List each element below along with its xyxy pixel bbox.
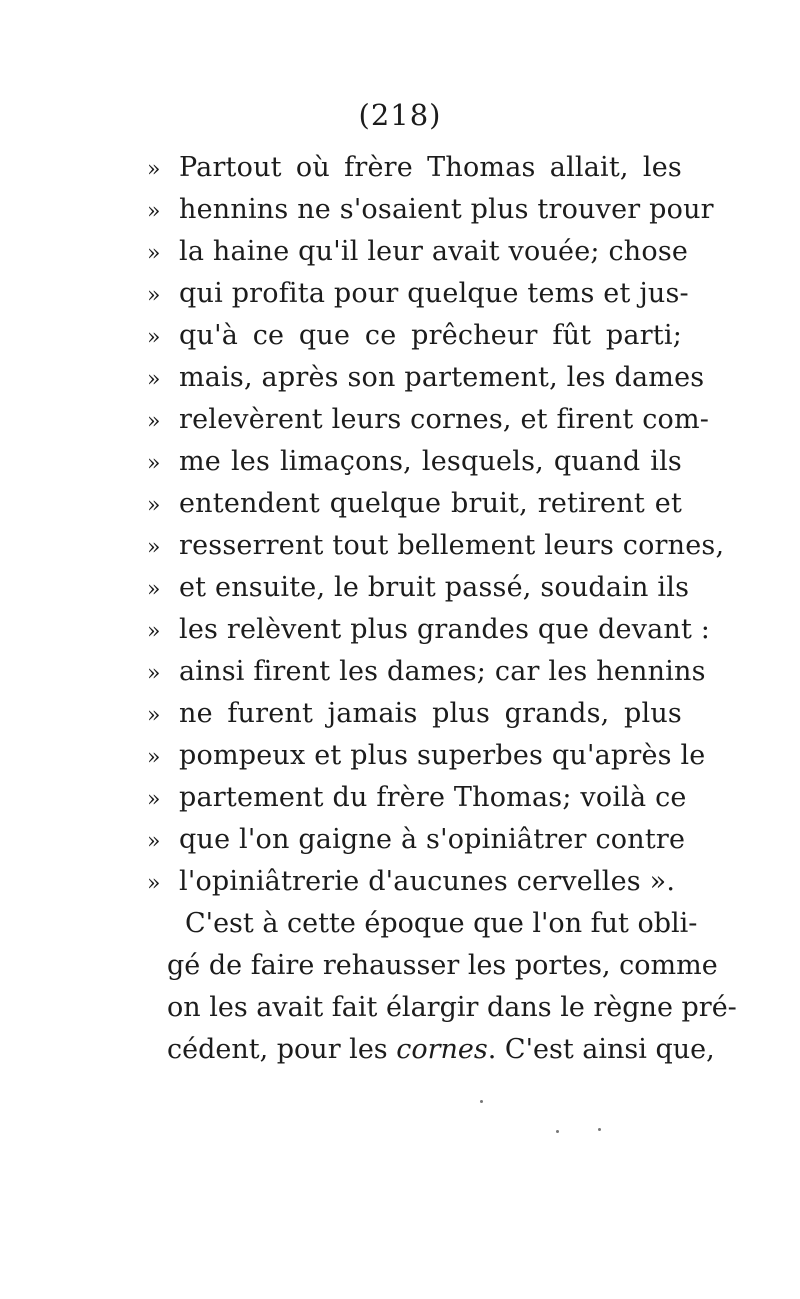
paper-speck xyxy=(556,1130,559,1133)
quoted-line xyxy=(147,362,705,404)
quoted-line xyxy=(147,656,706,698)
quote-mark: » xyxy=(147,703,161,728)
quoted-line-text: resserrent tout bellement leurs cornes, xyxy=(179,530,725,561)
quoted-line xyxy=(147,446,682,488)
paper-speck xyxy=(598,1128,601,1131)
quote-mark: » xyxy=(147,745,161,770)
quote-mark: » xyxy=(147,577,161,602)
quoted-line xyxy=(147,740,706,782)
quoted-line-text: Partout où frère Thomas allait, les xyxy=(179,152,682,183)
quoted-line xyxy=(147,488,682,530)
quoted-line xyxy=(147,698,682,740)
quoted-line-text: mais, après son partement, les dames xyxy=(179,362,705,393)
quoted-line xyxy=(147,866,682,908)
quoted-line-text: ainsi firent les dames; car les hennins xyxy=(179,656,706,687)
quoted-line xyxy=(147,320,682,362)
quoted-line-text: hennins ne s'osaient plus trouver pour xyxy=(179,194,714,225)
quoted-line xyxy=(147,278,689,320)
paragraph-line: gé de faire rehausser les portes, comme xyxy=(167,950,718,981)
quoted-line-text: la haine qu'il leur avait vouée; chose xyxy=(179,236,689,267)
quoted-line-text: relevèrent leurs cornes, et firent com- xyxy=(179,404,710,435)
quote-mark: » xyxy=(147,493,161,518)
quoted-line-text: ne furent jamais plus grands, plus xyxy=(179,698,682,729)
quoted-line xyxy=(147,152,682,194)
quoted-line-text: l'opiniâtrerie d'aucunes cervelles ». xyxy=(179,866,676,897)
quote-mark: » xyxy=(147,199,161,224)
quote-mark: » xyxy=(147,619,161,644)
paper-speck xyxy=(480,1100,483,1103)
quote-mark: » xyxy=(147,871,161,896)
quoted-line xyxy=(147,782,687,824)
quoted-line xyxy=(147,236,689,278)
paragraph-line: cédent, pour les cornes. C'est ainsi que, xyxy=(167,1034,715,1065)
quoted-line-text: que l'on gaigne à s'opiniâtrer contre xyxy=(179,824,686,855)
quoted-line-text: me les limaçons, lesquels, quand ils xyxy=(179,446,682,477)
quoted-passage xyxy=(147,152,725,908)
quoted-line-text: pompeux et plus superbes qu'après le xyxy=(179,740,706,771)
quoted-line xyxy=(147,194,714,236)
quoted-line xyxy=(147,530,725,572)
quote-mark: » xyxy=(147,661,161,686)
quote-mark: » xyxy=(147,787,161,812)
quoted-line xyxy=(147,404,710,446)
quoted-line-text: et ensuite, le bruit passé, soudain ils xyxy=(179,572,690,603)
quote-mark: » xyxy=(147,367,161,392)
quote-mark: » xyxy=(147,829,161,854)
italic-word: cornes xyxy=(396,1034,488,1065)
quoted-line-text: qui profita pour quelque tems et jus- xyxy=(179,278,689,309)
quoted-line-text: les relèvent plus grandes que devant : xyxy=(179,614,711,645)
quoted-line-text: entendent quelque bruit, retirent et xyxy=(179,488,682,519)
quoted-line-text: partement du frère Thomas; voilà ce xyxy=(179,782,687,813)
paragraph-line: on les avait fait élargir dans le règne pré- xyxy=(167,992,737,1023)
quote-mark: » xyxy=(147,535,161,560)
quote-mark: » xyxy=(147,241,161,266)
quoted-line xyxy=(147,572,690,614)
quoted-line xyxy=(147,824,686,866)
quoted-line xyxy=(147,614,711,656)
quote-mark: » xyxy=(147,157,161,182)
page-number: (218) xyxy=(358,98,442,132)
quote-mark: » xyxy=(147,283,161,308)
quote-mark: » xyxy=(147,325,161,350)
quote-mark: » xyxy=(147,451,161,476)
quote-mark: » xyxy=(147,409,161,434)
paragraph-line: C'est à cette époque que l'on fut obli- xyxy=(185,908,698,939)
text-body xyxy=(147,152,737,1076)
quoted-line-text: qu'à ce que ce prêcheur fût parti; xyxy=(179,320,682,351)
